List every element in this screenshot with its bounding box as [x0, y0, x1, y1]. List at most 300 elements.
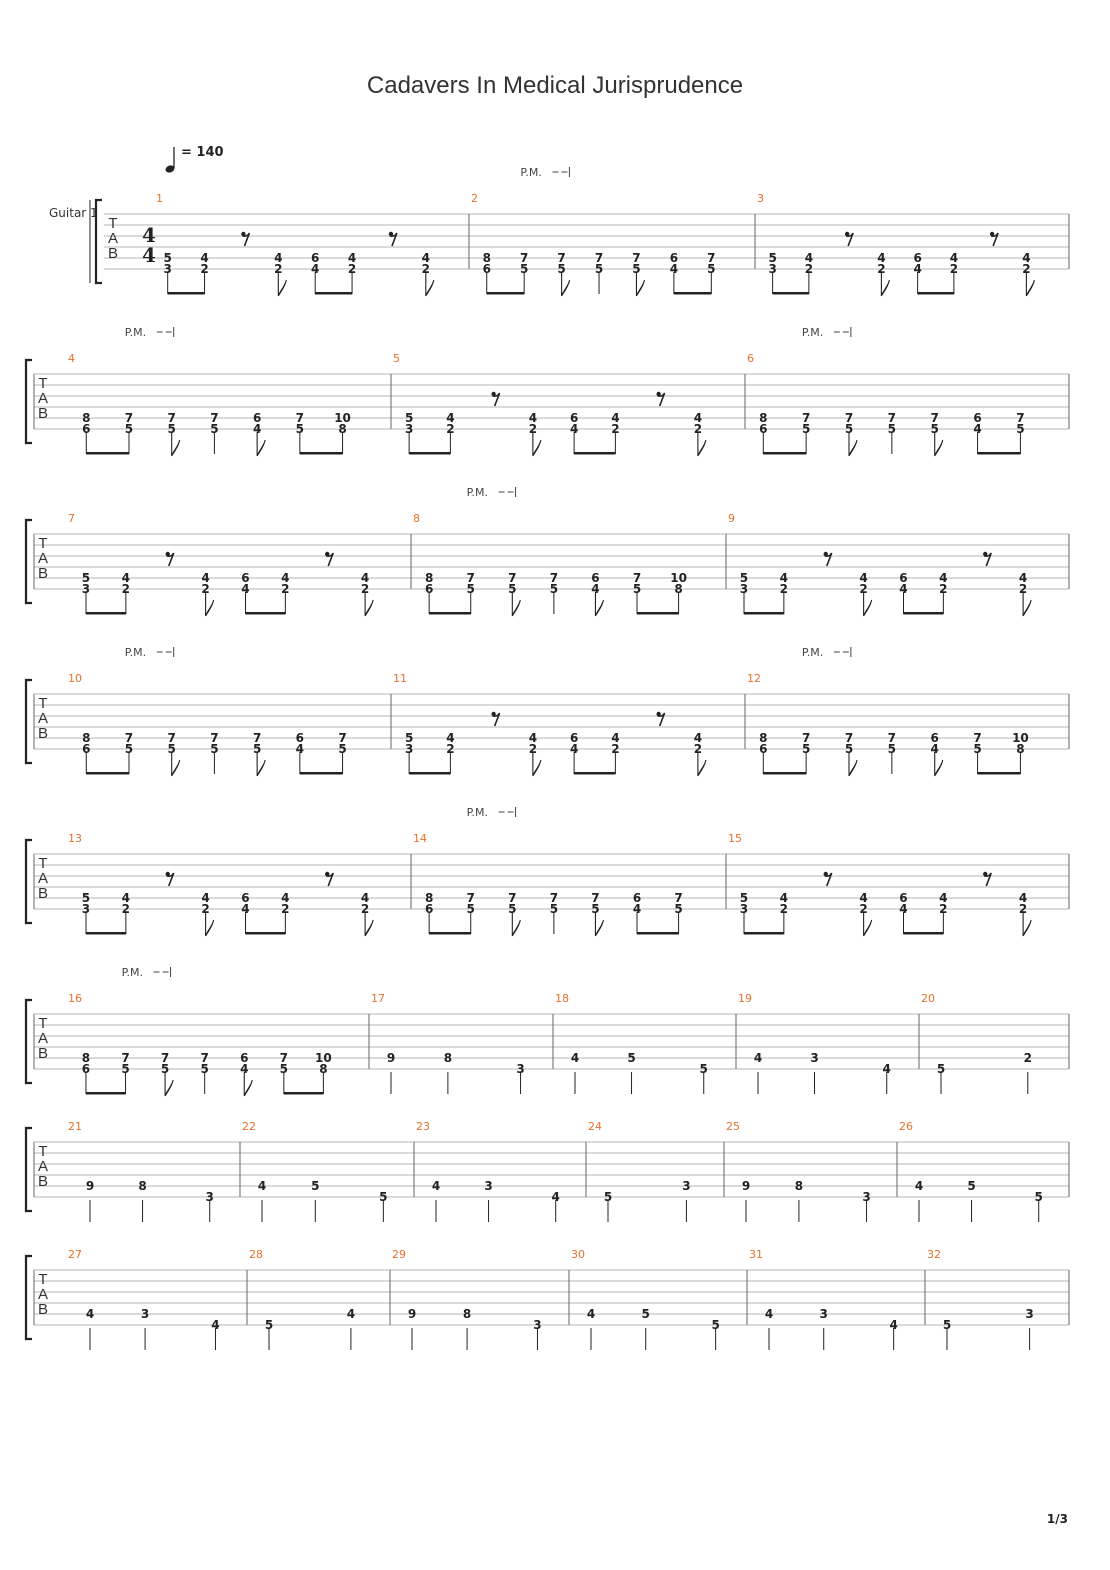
- tab-clef-letter: A: [37, 390, 49, 407]
- page-number: 1/3: [1046, 1512, 1068, 1526]
- fret-number: 4: [930, 742, 939, 756]
- fret-number: 5: [121, 1062, 130, 1076]
- beam: [429, 932, 471, 935]
- fret-number: 3: [862, 1190, 871, 1204]
- time-signature-top: 4: [142, 223, 156, 247]
- fret-number: 5: [591, 902, 600, 916]
- fret-number: 4: [431, 1179, 441, 1193]
- eighth-rest: [325, 552, 333, 566]
- fret-number: 8: [759, 731, 768, 745]
- fret-number: 2: [877, 262, 886, 276]
- fret-number: 8: [81, 1051, 91, 1065]
- beam: [245, 932, 285, 935]
- eighth-rest: [491, 392, 499, 406]
- fret-number: 6: [899, 571, 908, 585]
- fret-number: 7: [973, 731, 982, 745]
- fret-number: 4: [551, 1190, 560, 1204]
- tab-clef-letter: A: [37, 870, 49, 887]
- fret-number: 6: [591, 571, 600, 585]
- fret-number: 3: [819, 1307, 828, 1321]
- palm-mute-label: P.M.: [520, 166, 542, 179]
- beam: [763, 772, 806, 775]
- beam: [763, 452, 806, 455]
- beam: [574, 452, 615, 455]
- beam: [918, 292, 954, 295]
- fret-number: 5: [167, 422, 176, 436]
- eighth-rest: [983, 552, 991, 566]
- fret-number: 4: [913, 262, 922, 276]
- measure-number: 27: [68, 1248, 82, 1261]
- fret-number: 7: [930, 411, 939, 425]
- fret-number: 6: [569, 731, 579, 745]
- fret-number: 2: [121, 902, 131, 916]
- fret-number: 5: [210, 422, 219, 436]
- fret-number: 7: [338, 731, 347, 745]
- fret-number: 7: [210, 411, 219, 425]
- tab-clef-letter: T: [38, 695, 48, 712]
- fret-number: 6: [240, 1051, 249, 1065]
- measure-number: 5: [393, 352, 400, 365]
- measure-number: 30: [571, 1248, 585, 1261]
- fret-number: 4: [939, 891, 948, 905]
- fret-number: 4: [360, 571, 370, 585]
- fret-number: 5: [124, 422, 134, 436]
- fret-number: 4: [200, 251, 209, 265]
- tab-clef-letter: B: [37, 725, 49, 742]
- fret-number: 7: [674, 891, 683, 905]
- fret-number: 2: [201, 902, 210, 916]
- fret-number: 5: [264, 1318, 274, 1332]
- measure-number: 3: [757, 192, 764, 205]
- fret-number: 6: [81, 1062, 91, 1076]
- fret-number: 10: [334, 411, 351, 425]
- fret-number: 6: [899, 891, 908, 905]
- eighth-rest: [389, 232, 397, 246]
- fret-number: 2: [1022, 262, 1031, 276]
- fret-number: 3: [682, 1179, 691, 1193]
- fret-number: 4: [779, 891, 789, 905]
- fret-number: 4: [570, 1051, 580, 1065]
- fret-number: 5: [557, 262, 566, 276]
- fret-number: 4: [421, 251, 430, 265]
- fret-number: 4: [859, 891, 868, 905]
- tab-clef-letter: A: [37, 1286, 49, 1303]
- beam: [978, 452, 1021, 455]
- fret-number: 8: [424, 571, 434, 585]
- beam: [86, 932, 126, 935]
- fret-number: 7: [508, 571, 517, 585]
- beam: [773, 292, 809, 295]
- fret-number: 5: [81, 891, 91, 905]
- tab-clef-letter: T: [38, 1015, 48, 1032]
- fret-number: 7: [124, 731, 134, 745]
- system-bracket: [26, 680, 32, 763]
- measure-number: 31: [749, 1248, 763, 1261]
- tab-clef-letter: B: [37, 1045, 49, 1062]
- fret-number: 6: [569, 411, 579, 425]
- measure-number: 8: [413, 512, 420, 525]
- system-bracket: [26, 520, 32, 603]
- measure-number: 2: [471, 192, 478, 205]
- fret-number: 9: [85, 1179, 95, 1193]
- fret-number: 3: [810, 1051, 819, 1065]
- fret-number: 4: [360, 891, 370, 905]
- fret-number: 7: [887, 731, 897, 745]
- fret-number: 4: [211, 1318, 220, 1332]
- time-signature-bottom: 4: [142, 243, 156, 267]
- fret-number: 2: [859, 582, 868, 596]
- fret-number: 4: [693, 731, 703, 745]
- measure-number: 20: [921, 992, 935, 1005]
- fret-number: 9: [407, 1307, 417, 1321]
- fret-number: 4: [859, 571, 868, 585]
- measure-number: 14: [413, 832, 427, 845]
- fret-number: 2: [201, 582, 210, 596]
- fret-number: 5: [801, 422, 811, 436]
- fret-number: 3: [205, 1190, 214, 1204]
- fret-number: 3: [81, 902, 91, 916]
- fret-number: 4: [201, 891, 210, 905]
- fret-number: 7: [801, 411, 811, 425]
- fret-number: 9: [741, 1179, 751, 1193]
- tab-clef-letter: B: [37, 1173, 49, 1190]
- fret-number: 6: [424, 582, 434, 596]
- measure-number: 25: [726, 1120, 740, 1133]
- fret-number: 4: [528, 411, 538, 425]
- fret-number: 5: [167, 742, 176, 756]
- fret-number: 5: [466, 582, 475, 596]
- beam: [86, 772, 129, 775]
- fret-number: 8: [82, 731, 91, 745]
- fret-number: 2: [121, 582, 131, 596]
- fret-number: 5: [641, 1307, 650, 1321]
- fret-number: 5: [210, 742, 219, 756]
- fret-number: 4: [611, 731, 620, 745]
- fret-number: 3: [1025, 1307, 1034, 1321]
- fret-number: 2: [1023, 1051, 1032, 1065]
- fret-number: 4: [446, 411, 455, 425]
- fret-number: 6: [482, 262, 491, 276]
- fret-number: 6: [241, 571, 250, 585]
- fret-number: 4: [569, 422, 579, 436]
- fret-number: 2: [611, 742, 620, 756]
- tab-clef-letter: A: [37, 550, 49, 567]
- fret-number: 4: [121, 891, 131, 905]
- fret-number: 6: [241, 891, 250, 905]
- fret-number: 4: [1022, 251, 1031, 265]
- palm-mute-label: P.M.: [801, 326, 824, 339]
- fret-number: 4: [528, 731, 538, 745]
- fret-number: 4: [281, 891, 290, 905]
- fret-number: 4: [591, 582, 600, 596]
- palm-mute-label: P.M.: [121, 966, 143, 979]
- fret-number: 8: [319, 1062, 328, 1076]
- eighth-rest: [845, 232, 853, 246]
- fret-number: 8: [482, 251, 491, 265]
- fret-number: 7: [632, 571, 642, 585]
- fret-number: 7: [200, 1051, 209, 1065]
- fret-number: 7: [844, 731, 854, 745]
- fret-number: 5: [801, 742, 811, 756]
- fret-number: 5: [549, 582, 559, 596]
- fret-number: 5: [160, 1062, 170, 1076]
- measure-number: 17: [371, 992, 385, 1005]
- fret-number: 7: [887, 411, 897, 425]
- fret-number: 6: [669, 251, 679, 265]
- palm-mute-label: P.M.: [801, 646, 824, 659]
- measure-number: 12: [747, 672, 761, 685]
- fret-number: 4: [586, 1307, 596, 1321]
- fret-number: 4: [779, 571, 789, 585]
- fret-number: 4: [1018, 891, 1028, 905]
- fret-number: 4: [914, 1179, 924, 1193]
- fret-number: 7: [801, 731, 811, 745]
- fret-number: 4: [889, 1318, 898, 1332]
- fret-number: 7: [549, 891, 559, 905]
- measure-number: 19: [738, 992, 752, 1005]
- beam: [245, 612, 285, 615]
- fret-number: 4: [804, 251, 814, 265]
- fret-number: 7: [160, 1051, 170, 1065]
- fret-number: 2: [360, 582, 370, 596]
- tab-clef-letter: T: [38, 1143, 48, 1160]
- fret-number: 3: [739, 902, 749, 916]
- fret-number: 5: [295, 422, 305, 436]
- measure-number: 4: [68, 352, 75, 365]
- beam: [429, 612, 471, 615]
- tab-clef-letter: A: [37, 710, 49, 727]
- measure-number: 7: [68, 512, 75, 525]
- palm-mute-label: P.M.: [124, 326, 147, 339]
- fret-number: 7: [252, 731, 262, 745]
- fret-number: 4: [611, 411, 620, 425]
- fret-number: 6: [82, 422, 91, 436]
- fret-number: 6: [82, 742, 91, 756]
- fret-number: 5: [379, 1190, 388, 1204]
- fret-number: 5: [549, 902, 559, 916]
- fret-number: 2: [360, 902, 370, 916]
- fret-number: 5: [466, 902, 475, 916]
- fret-number: 5: [81, 571, 91, 585]
- measure-number: 28: [249, 1248, 263, 1261]
- fret-number: 2: [200, 262, 209, 276]
- fret-number: 5: [844, 742, 854, 756]
- system-bracket: [26, 840, 32, 923]
- fret-number: 2: [804, 262, 814, 276]
- fret-number: 3: [81, 582, 91, 596]
- fret-number: 9: [386, 1051, 396, 1065]
- eighth-rest: [491, 712, 499, 726]
- fret-number: 4: [877, 251, 886, 265]
- fret-number: 6: [424, 902, 434, 916]
- fret-number: 4: [281, 571, 290, 585]
- fret-number: 5: [519, 262, 529, 276]
- measure-number: 11: [393, 672, 407, 685]
- fret-number: 5: [711, 1318, 720, 1332]
- fret-number: 3: [163, 262, 172, 276]
- fret-number: 2: [1018, 902, 1028, 916]
- fret-number: 8: [82, 411, 91, 425]
- eighth-rest: [241, 232, 249, 246]
- fret-number: 7: [1016, 411, 1025, 425]
- fret-number: 2: [939, 902, 948, 916]
- fret-number: 2: [611, 422, 620, 436]
- fret-number: 5: [627, 1051, 636, 1065]
- fret-number: 2: [446, 422, 455, 436]
- fret-number: 6: [311, 251, 320, 265]
- tab-clef-letter: T: [38, 1271, 48, 1288]
- fret-number: 4: [121, 571, 131, 585]
- fret-number: 3: [140, 1307, 150, 1321]
- fret-number: 5: [338, 742, 347, 756]
- fret-number: 5: [508, 902, 517, 916]
- fret-number: 2: [779, 582, 789, 596]
- beam: [637, 932, 679, 935]
- fret-number: 6: [632, 891, 642, 905]
- beam: [674, 292, 711, 295]
- fret-number: 5: [279, 1062, 288, 1076]
- fret-number: 4: [85, 1307, 95, 1321]
- beam: [168, 292, 205, 295]
- measure-number: 32: [927, 1248, 941, 1261]
- palm-mute-label: P.M.: [466, 806, 488, 819]
- fret-number: 2: [693, 742, 703, 756]
- fret-number: 3: [533, 1318, 542, 1332]
- fret-number: 10: [1012, 731, 1029, 745]
- fret-number: 2: [347, 262, 357, 276]
- fret-number: 2: [421, 262, 430, 276]
- tab-clef-letter: A: [37, 1158, 49, 1175]
- fret-number: 7: [844, 411, 854, 425]
- beam: [409, 772, 450, 775]
- fret-number: 4: [295, 742, 305, 756]
- fret-number: 4: [899, 582, 908, 596]
- tab-clef-letter: B: [107, 245, 119, 262]
- fret-number: 4: [274, 251, 283, 265]
- tempo-marking: = 140: [181, 145, 224, 160]
- tab-clef-letter: B: [37, 1301, 49, 1318]
- fret-number: 4: [764, 1307, 774, 1321]
- fret-number: 3: [404, 742, 414, 756]
- fret-number: 6: [295, 731, 305, 745]
- fret-number: 7: [549, 571, 559, 585]
- fret-number: 4: [240, 1062, 249, 1076]
- fret-number: 4: [949, 251, 959, 265]
- song-title: Cadavers In Medical Jurisprudence: [366, 72, 744, 99]
- fret-number: 5: [404, 411, 414, 425]
- fret-number: 4: [311, 262, 320, 276]
- measure-number: 18: [555, 992, 569, 1005]
- fret-number: 5: [887, 742, 897, 756]
- fret-number: 4: [753, 1051, 763, 1065]
- tab-clef-letter: T: [38, 535, 48, 552]
- fret-number: 3: [768, 262, 777, 276]
- fret-number: 2: [528, 742, 538, 756]
- fret-number: 5: [942, 1318, 952, 1332]
- fret-number: 7: [279, 1051, 288, 1065]
- fret-number: 7: [707, 251, 716, 265]
- fret-number: 7: [632, 251, 641, 265]
- beam: [487, 292, 524, 295]
- beam: [86, 612, 126, 615]
- fret-number: 5: [508, 582, 517, 596]
- fret-number: 6: [759, 742, 768, 756]
- fret-number: 4: [973, 422, 982, 436]
- fret-number: 7: [519, 251, 529, 265]
- beam: [300, 452, 343, 455]
- eighth-rest: [983, 872, 991, 886]
- fret-number: 2: [779, 902, 789, 916]
- fret-number: 7: [167, 411, 176, 425]
- fret-number: 6: [759, 422, 768, 436]
- beam: [744, 612, 784, 615]
- tab-clef-letter: B: [37, 885, 49, 902]
- beam: [903, 612, 943, 615]
- eighth-rest: [990, 232, 998, 246]
- eighth-rest: [824, 872, 832, 886]
- system-bracket: [96, 200, 102, 283]
- fret-number: 4: [446, 731, 455, 745]
- measure-number: 29: [392, 1248, 406, 1261]
- fret-number: 5: [707, 262, 716, 276]
- measure-number: 13: [68, 832, 82, 845]
- palm-mute-label: P.M.: [466, 486, 488, 499]
- fret-number: 5: [311, 1179, 320, 1193]
- beam: [86, 452, 129, 455]
- tab-clef-letter: A: [37, 1030, 49, 1047]
- fret-number: 5: [124, 742, 134, 756]
- eighth-rest: [166, 872, 174, 886]
- beam: [574, 772, 615, 775]
- fret-number: 4: [252, 422, 262, 436]
- tab-clef-letter: T: [38, 855, 48, 872]
- fret-number: 8: [462, 1307, 472, 1321]
- fret-number: 4: [347, 251, 357, 265]
- fret-number: 8: [138, 1179, 147, 1193]
- eighth-rest: [325, 872, 333, 886]
- fret-number: 4: [669, 262, 679, 276]
- beam: [744, 932, 784, 935]
- fret-number: 5: [674, 902, 683, 916]
- beam: [903, 932, 943, 935]
- eighth-rest: [824, 552, 832, 566]
- fret-number: 5: [844, 422, 854, 436]
- fret-number: 5: [887, 422, 897, 436]
- fret-number: 8: [1016, 742, 1025, 756]
- fret-number: 2: [939, 582, 948, 596]
- fret-number: 2: [528, 422, 538, 436]
- fret-number: 8: [443, 1051, 453, 1065]
- fret-number: 7: [466, 571, 475, 585]
- measure-number: 15: [728, 832, 742, 845]
- measure-number: 24: [588, 1120, 602, 1133]
- fret-number: 5: [594, 262, 604, 276]
- fret-number: 3: [739, 582, 749, 596]
- fret-number: 5: [404, 731, 414, 745]
- fret-number: 5: [1034, 1190, 1043, 1204]
- beam: [637, 612, 679, 615]
- fret-number: 2: [1018, 582, 1028, 596]
- fret-number: 5: [739, 891, 749, 905]
- fret-number: 3: [484, 1179, 493, 1193]
- tab-clef-letter: A: [107, 230, 119, 247]
- fret-number: 8: [759, 411, 768, 425]
- fret-number: 7: [466, 891, 475, 905]
- tab-clef-letter: B: [37, 565, 49, 582]
- fret-number: 6: [930, 731, 939, 745]
- fret-number: 5: [1016, 422, 1025, 436]
- fret-number: 6: [252, 411, 262, 425]
